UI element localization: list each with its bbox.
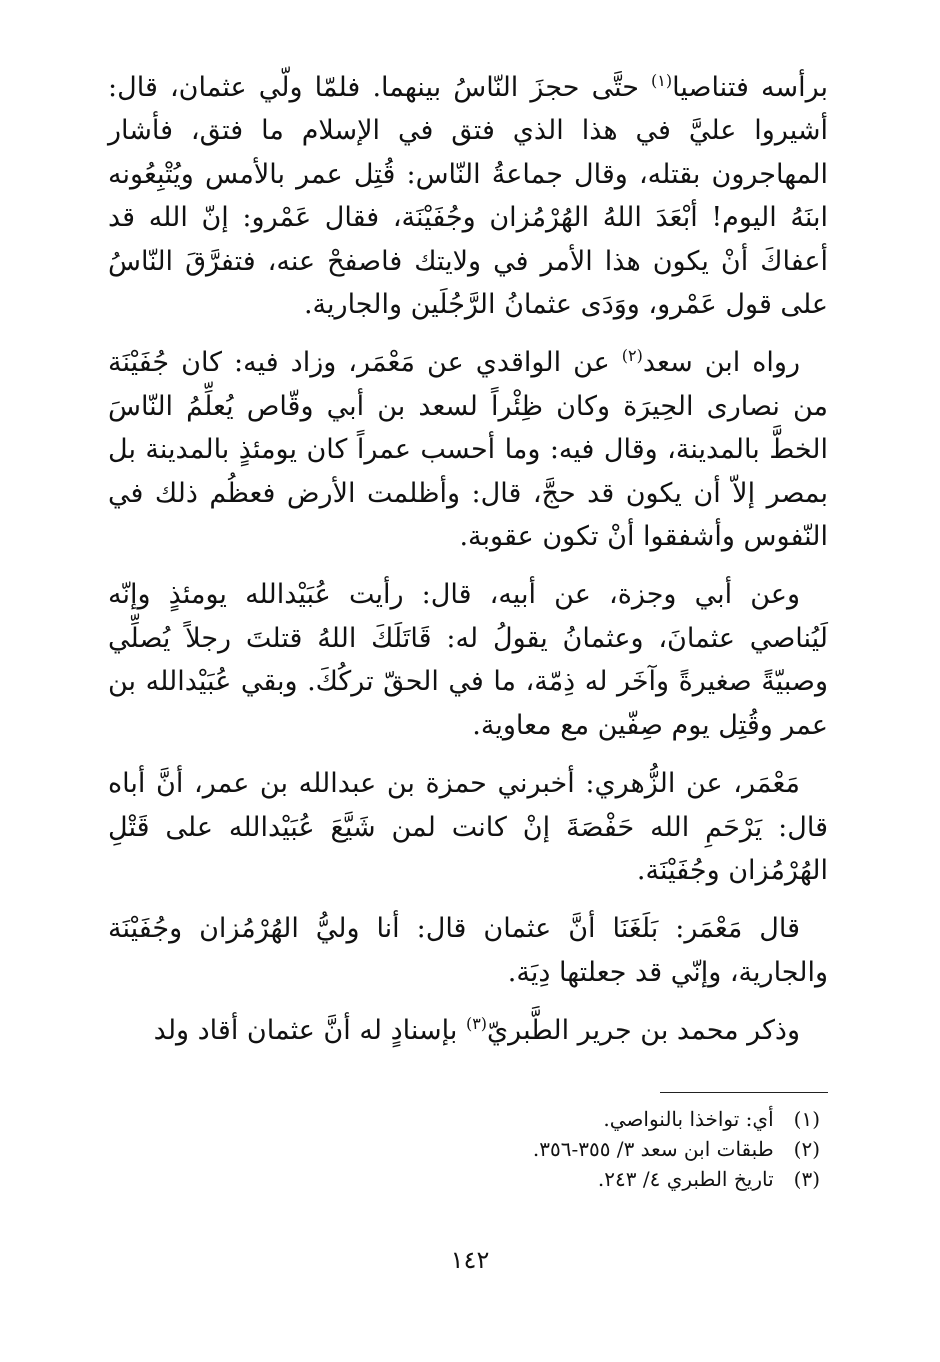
paragraph-4 [108,762,828,892]
paragraph-2-text-b: عن الواقدي عن مَعْمَر، وزاد فيه: كان جُفَيْنَة من نصارى الحِيرَة وكان ظِئْراً لسعد بن أبي وقّاص يُعلِّمُ النّاسَ الخطَّ بالمدينة، وقال فيه: وما أحسب عمراً كان يومئذٍ بالمدينة بل بمصر إلاّ أن يكون قد حجَّ، قال: وأظلمت الأرض فعظُم ذلك في النّفوس وأشفقوا أنْ تكون عقوبة. [108,347,828,553]
paragraph-1 [108,66,828,326]
paragraph-4-text: مَعْمَر، عن الزُّهري: أخبرني حمزة بن عبدالله بن عمر، أنَّ أباه قال: يَرْحَمِ الله حَفْصَةَ إنْ كانت لمن شَيَّعَ عُبَيْدالله على قَتْلِ الهُرْمُزان وجُفَيْنَة. [108,768,828,886]
footnote-2-number: (٢) [793,1137,820,1161]
paragraph-1-text-a: برأسه فتناصيا [672,72,829,103]
paragraph-3-text: وعن أبي وجزة، عن أبيه، قال: رأيت عُبَيْدالله يومئذٍ وإنّه لَيُناصي عثمانَ، وعثمانُ يقولُ له: قَاتَلَكَ اللهُ قتلتَ رجلاً يُصلِّي وصبيّةً صغيرةً وآخَر له ذِمّة، ما في الحقّ تركُكَ. وبقي عُبَيْدالله بن عمر وقُتِل يوم صِفّين مع معاوية. [108,579,828,741]
paragraph-6-text-b: بإسنادٍ له أنَّ عثمان أقاد ولد [153,1015,466,1047]
paragraph-1-text-b: حتَّى حجزَ النّاسُ بينهما. فلمّا ولّي عثمان، قال: أشيروا عليَّ في هذا الذي فتق في الإسلام ما فتق، فأشار المهاجرون بقتله، وقال جماعةُ النّاس: قُتِل عمر بالأمس ويُتْبِعُونه ابنَهُ اليوم! أبْعَدَ اللهُ الهُرْمُزان وجُفَيْنَة، فقال عَمْرو: إنّ الله قد أعفاكَ أنْ يكون هذا الأمر في ولايتك فاصفحْ عنه، فتفرَّقَ النّاسُ على قول عَمْرو، ووَدَى عثمانُ الرَّجُلَين والجارية. [108,72,828,321]
footnote-3 [108,1164,820,1194]
footnote-divider [660,1092,828,1093]
footnote-3-number: (٣) [793,1167,820,1191]
footnote-ref-3[interactable]: (٣) [465,1014,488,1034]
footnote-3-text: تاريخ الطبري ٤/ ٢٤٣. [597,1167,774,1191]
footnote-1-number: (١) [793,1107,820,1131]
footnote-1-text: أي: تواخذا بالنواصي. [603,1107,774,1131]
paragraph-5-text: قال مَعْمَر: بَلَغَنَا أنَّ عثمان قال: أنا وليُّ الهُرْمُزان وجُفَيْنَة والجارية، وإنّي قد جعلتها دِيَة. [108,913,828,988]
footnotes [108,1104,820,1194]
footnote-ref-1[interactable]: (١) [651,71,673,90]
main-text [108,66,828,1068]
footnote-ref-2[interactable]: (٢) [621,346,643,366]
paragraph-5 [108,907,828,994]
paragraph-2 [108,341,828,558]
paragraph-2-text-a: رواه ابن سعد [642,347,801,379]
paragraph-6-text-a: وذكر محمد بن جرير الطَّبريّ [487,1015,800,1047]
footnote-1 [108,1104,820,1134]
footnote-2 [108,1134,820,1164]
page-number: ١٤٢ [450,1246,490,1274]
paragraph-3 [108,573,828,747]
footnote-2-text: طبقات ابن سعد ٣/ ٣٥٥-٣٥٦. [532,1137,774,1161]
paragraph-6 [108,1009,828,1052]
